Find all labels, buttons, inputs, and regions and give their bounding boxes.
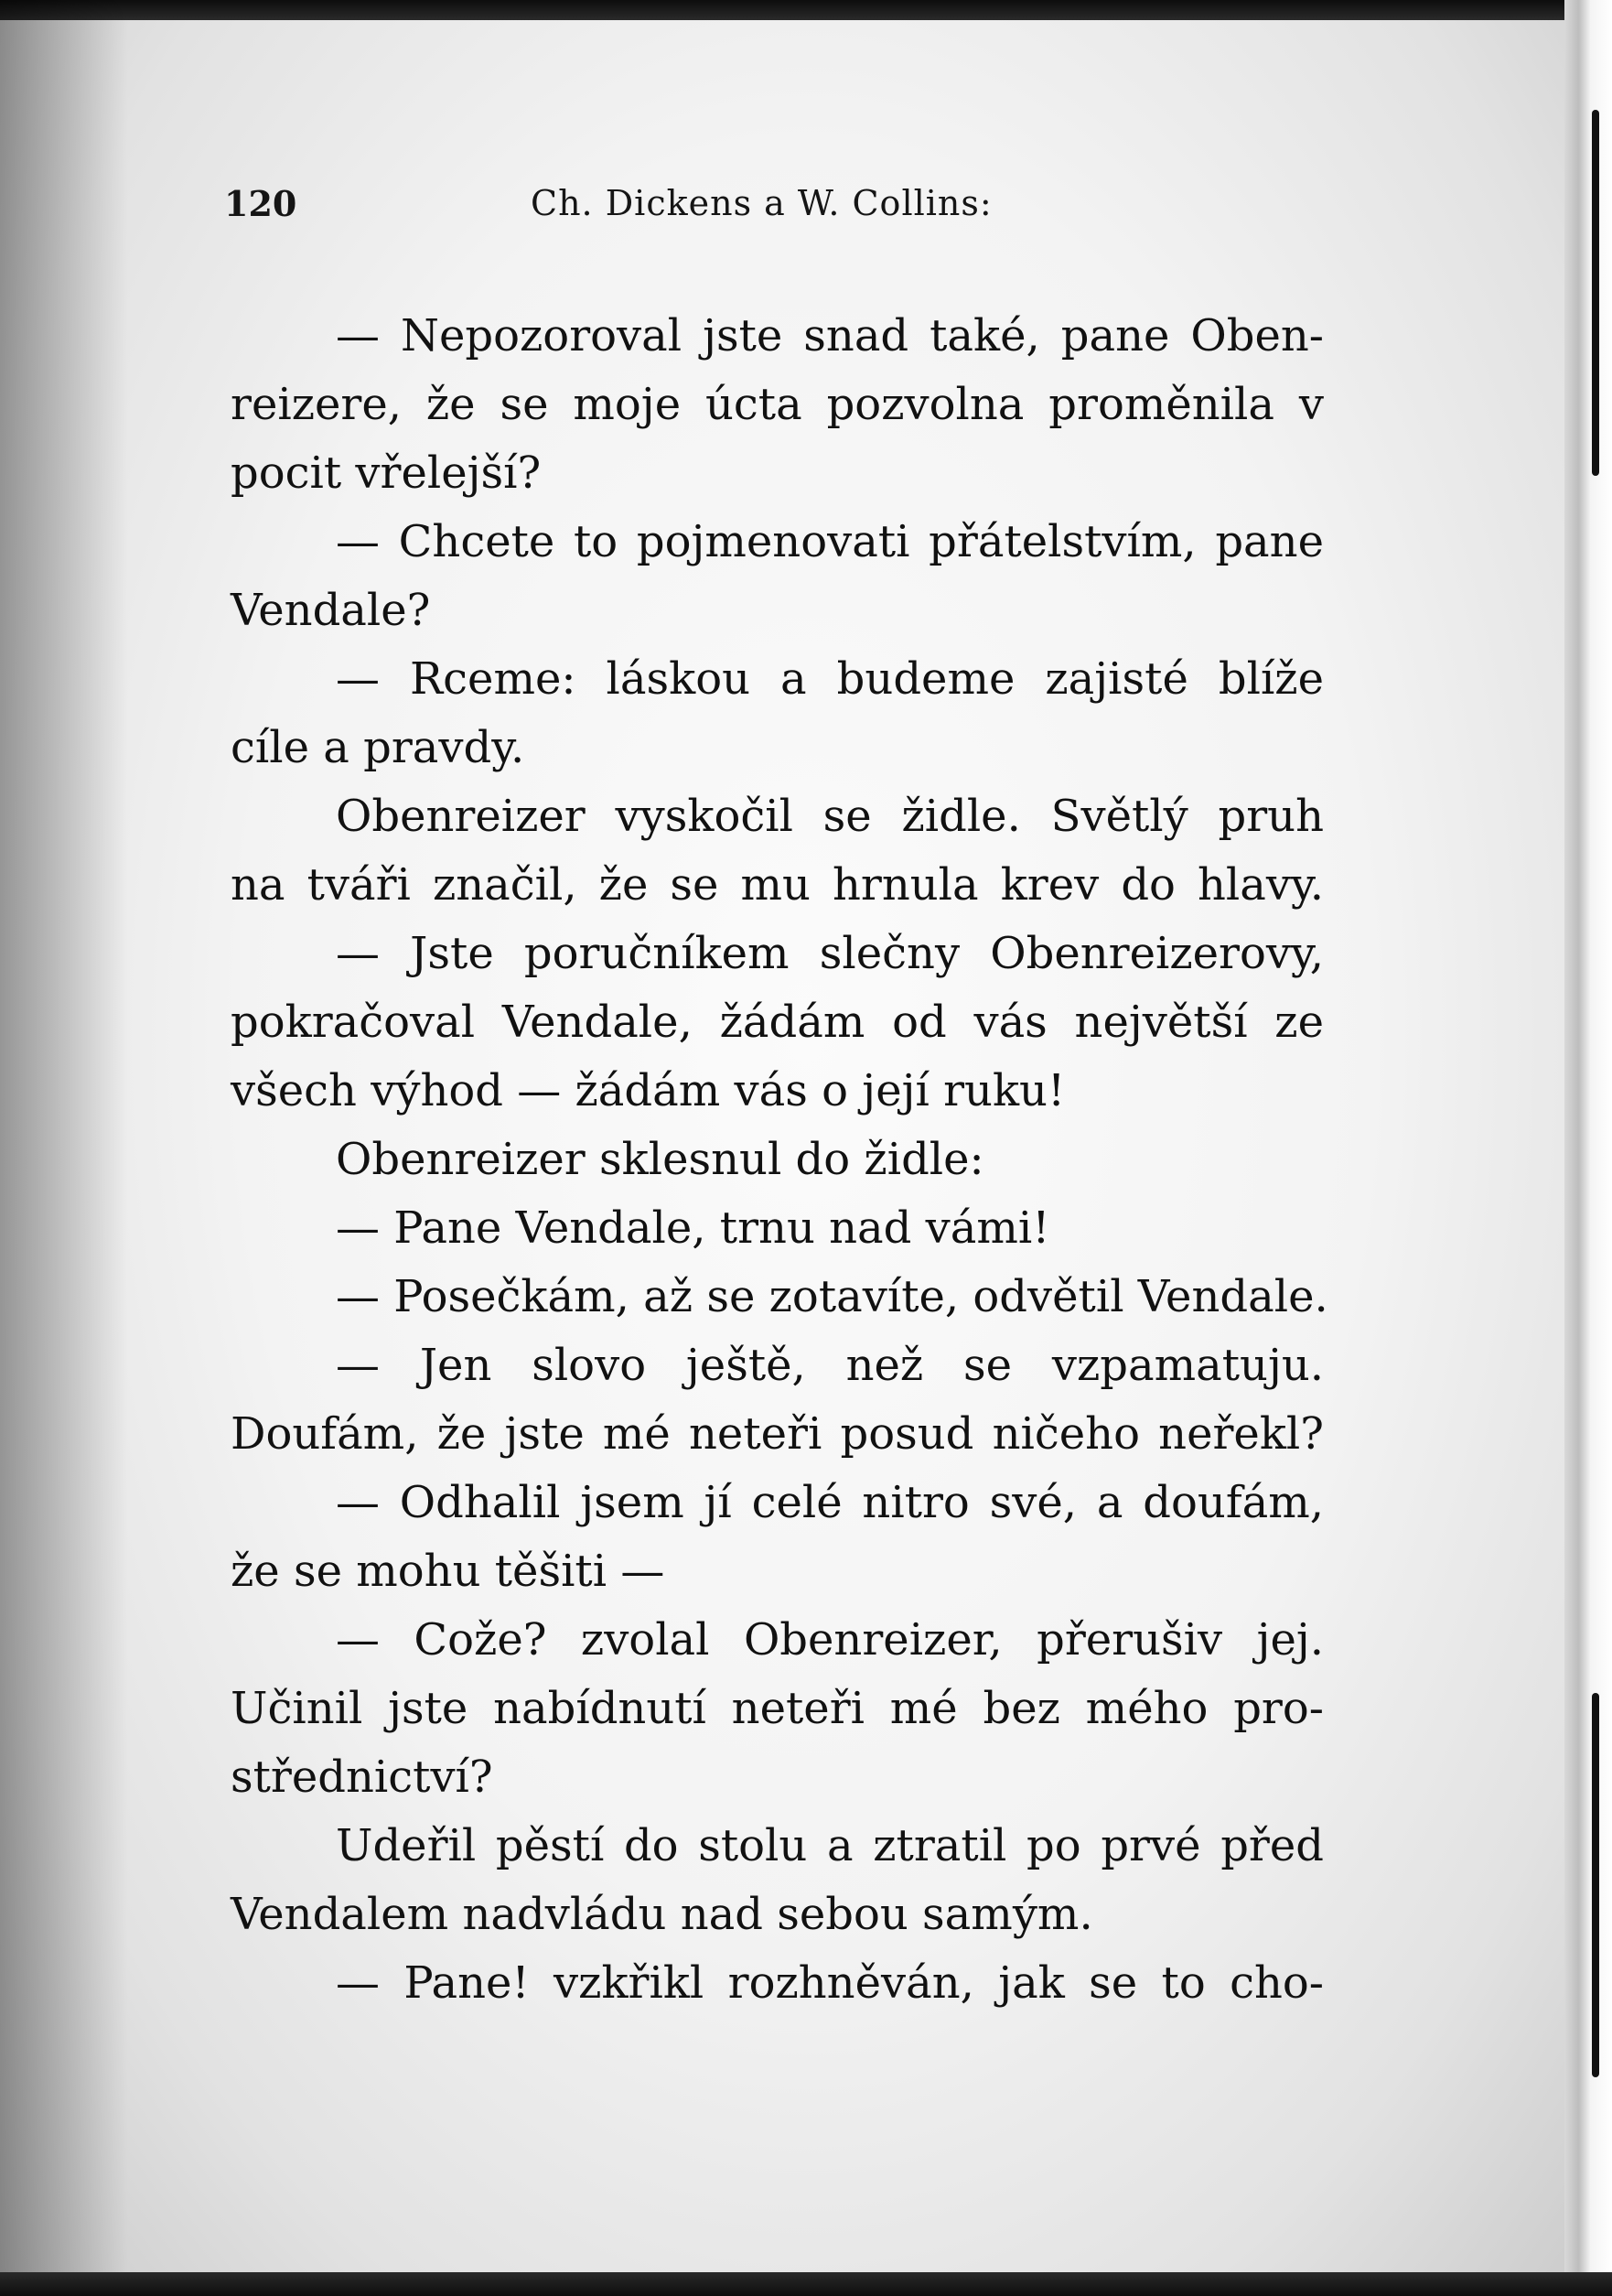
book-binding-edge <box>1564 0 1612 2296</box>
text-line: Učinil jste nabídnutí neteři mé bez mého pro- <box>231 1683 1324 1734</box>
text-line: Obenreizer vyskočil se židle. Světlý pruh <box>336 791 1324 842</box>
text-line: — Jen slovo ještě, než se vzpamatuju. <box>336 1340 1324 1391</box>
scan-top-edge <box>0 0 1612 20</box>
text-line: Obenreizer sklesnul do židle: <box>336 1134 984 1185</box>
text-line: — Nepozoroval jste snad také, pane Oben- <box>336 310 1324 361</box>
text-line: pokračoval Vendale, žádám od vás největší ze <box>231 997 1324 1048</box>
text-line: na tváři značil, že se mu hrnula krev do hlavy. <box>231 859 1324 911</box>
binding-thread <box>1592 1693 1599 2077</box>
binding-thread <box>1592 110 1599 476</box>
text-line: — Cože? zvolal Obenreizer, přerušiv jej. <box>336 1614 1324 1665</box>
text-line: — Chcete to pojmenovati přátelstvím, pane <box>336 516 1324 567</box>
text-line: Doufám, že jste mé neteři posud ničeho neřekl? <box>231 1408 1324 1460</box>
text-line: Vendalem nadvládu nad sebou samým. <box>231 1889 1093 1940</box>
text-line: — Jste poručníkem slečny Obenreizerovy, <box>336 928 1324 979</box>
text-line: cíle a pravdy. <box>231 722 525 773</box>
text-line: střednictví? <box>231 1752 493 1803</box>
page-number: 120 <box>224 183 297 224</box>
text-line: všech výhod — žádám vás o její ruku! <box>231 1065 1066 1116</box>
body-text <box>231 302 1328 2018</box>
text-line: Udeřil pěstí do stolu a ztratil po prvé před <box>336 1820 1324 1871</box>
running-head: Ch. Dickens a W. Collins: <box>531 183 993 223</box>
text-line: pocit vřelejší? <box>231 447 542 499</box>
scan-bottom-edge <box>0 2272 1612 2296</box>
text-line: že se mohu těšiti — <box>231 1546 665 1597</box>
text-line: — Posečkám, až se zotavíte, odvětil Vendale. <box>336 1271 1328 1322</box>
text-line: — Rceme: láskou a budeme zajisté blíže <box>336 653 1324 705</box>
text-line: — Odhalil jsem jí celé nitro své, a doufám, <box>336 1477 1324 1528</box>
text-line: reizere, že se moje úcta pozvolna proměnila v <box>231 379 1324 430</box>
text-line: Vendale? <box>231 585 431 636</box>
text-line: — Pane! vzkřikl rozhněván, jak se to cho- <box>336 1957 1324 2009</box>
text-line: — Pane Vendale, trnu nad vámi! <box>336 1202 1050 1254</box>
page-left-shadow <box>0 0 128 2296</box>
